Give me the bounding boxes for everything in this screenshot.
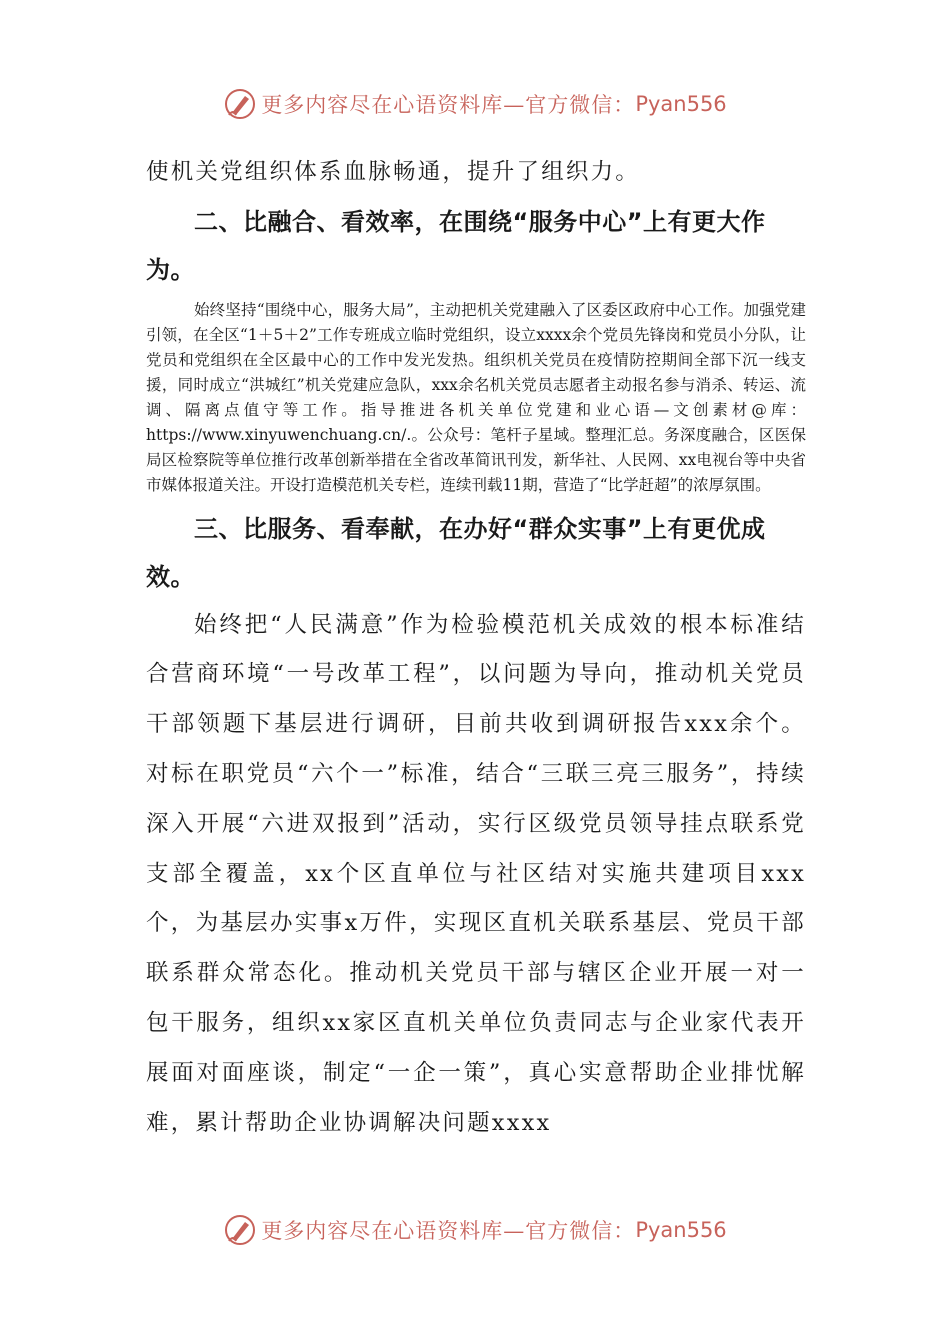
- section-paragraph-3: 始终把“人民满意”作为检验模范机关成效的根本标准结合营商环境“一号改革工程”，以问题为导向，推动机关党员干部领题下基层进行调研，目前共收到调研报告xxx余个。对标在职党员“六个一”标准，结合“三联三亮三服务”，持续深入开展“六进双报到”活动，实行区级党员领导挂点联系党支部全覆盖，xx个区直单位与社区结对实施共建项目xxx个，为基层办实事x万件，实现区直机关联系基层、党员干部联系群众常态化。推动机关党员干部与辖区企业开展一对一包干服务，组织xx家区直机关单位负责同志与企业家代表开展面对面座谈，制定“一企一策”，真心实意帮助企业排忧解难，累计帮助企业协调解决问题xxxx: [146, 611, 806, 1136]
- document-body: [146, 148, 806, 1148]
- continuation-line: 使机关党组织体系血脉畅通，提升了组织力。: [146, 159, 641, 185]
- pen-nib-logo-icon: [223, 87, 257, 121]
- section-heading-3: 三、比服务、看奉献，在办好“群众实事”上有更优成效。: [146, 514, 766, 591]
- section-heading-2: 二、比融合、看效率，在围绕“服务中心”上有更大作为。: [146, 207, 766, 284]
- banner-text: 更多内容尽在心语资料库—官方微信：: [261, 93, 636, 117]
- section-paragraph-2: 始终坚持“围绕中心，服务大局”，主动把机关党建融入了区委区政府中心工作。加强党建引领，在全区“1＋5＋2”工作专班成立临时党组织，设立xxxx余个党员先锋岗和党员小分队，让党员和党组织在全区最中心的工作中发光发热。组织机关党员在疫情防控期间全部下沉一线支援，同时成立“洪城红”机关党建应急队，xxx余名机关党员志愿者主动报名参与消杀、转运、流调、隔离点值守等工作。指导推进各机关单位党建和业心语—文创素材@库：https://www.xinyuwenchuang.cn/.。公众号：笔杆子星域。整理汇总。务深度融合，区医保局区检察院等单位推行改革创新举措在全省改革简讯刊发，新华社、人民网、xx电视台等中央省市媒体报道关注。开设打造模范机关专栏，连续刊载11期，营造了“比学赶超”的浓厚氛围。: [146, 300, 806, 495]
- banner-text: 更多内容尽在心语资料库—官方微信：: [261, 1219, 636, 1243]
- header-banner: [0, 84, 950, 124]
- banner-wechat-id: Pyan556: [635, 92, 727, 116]
- footer-banner: [0, 1210, 950, 1250]
- banner-wechat-id: Pyan556: [635, 1218, 727, 1242]
- pen-nib-logo-icon: [223, 1213, 257, 1247]
